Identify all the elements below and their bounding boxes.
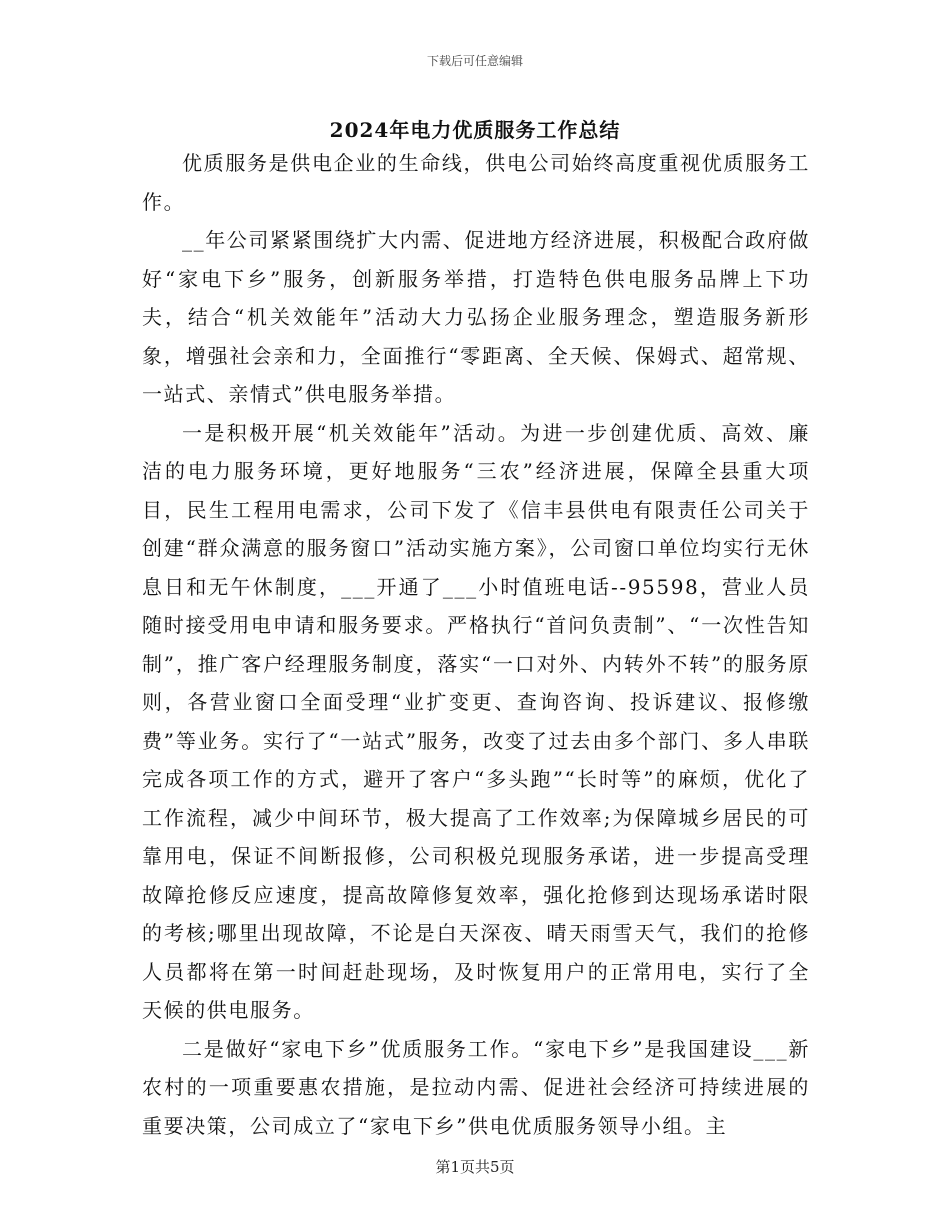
paragraph: __年公司紧紧围绕扩大内需、促进地方经济进展，积极配合政府做好“家电下乡”服务，创新服务举措，打造特色供电服务品牌上下功夫，结合“机关效能年”活动大力弘扬企业服务理念，塑造服务新形象，增强社会亲和力，全面推行“零距离、全天候、保姆式、超常规、一站式、亲情式”供电服务举措。 [142, 228, 810, 406]
document-body [142, 144, 810, 1145]
document-title: 2024年电力优质服务工作总结 [329, 118, 621, 142]
page-number: 第1页共5页 [435, 1158, 515, 1176]
paragraph: 一是积极开展“机关效能年”活动。为进一步创建优质、高效、廉洁的电力服务环境，更好地服务“三农”经济进展，保障全县重大项目，民生工程用电需求，公司下发了《信丰县供电有限责任公司关于创建“群众满意的服务窗口”活动实施方案》，公司窗口单位均实行无休息日和无午休制度，___开通了___小时值班电话--95598，营业人员随时接受用电申请和服务要求。严格执行“首问负责制”、“一次性告知制”，推广客户经理服务制度，落实“一口对外、内转外不转”的服务原则，各营业窗口全面受理“业扩变更、查询咨询、投诉建议、报修缴费”等业务。实行了“一站式”服务，改变了过去由多个部门、多人串联完成各项工作的方式，避开了客户“多头跑”“长时等”的麻烦，优化了工作流程，减少中间环节，极大提高了工作效率;为保障城乡居民的可靠用电，保证不间断报修，公司积极兑现服务承诺，进一步提高受理故障抢修反应速度，提高故障修复效率，强化抢修到达现场承诺时限的考核;哪里出现故障，不论是白天深夜、晴天雨雪天气，我们的抢修人员都将在第一时间赶赴现场，及时恢复用户的正常用电，实行了全天候的供电服务。 [142, 420, 810, 1022]
paragraph: 优质服务是供电企业的生命线，供电公司始终高度重视优质服务工作。 [142, 151, 810, 214]
paragraph: 二是做好“家电下乡”优质服务工作。“家电下乡”是我国建设___新农村的一项重要惠农措施，是拉动内需、促进社会经济可持续进展的重要决策，公司成立了“家电下乡”供电优质服务领导小组。主 [142, 1036, 810, 1138]
header-note: 下载后可任意编辑 [426, 54, 523, 68]
